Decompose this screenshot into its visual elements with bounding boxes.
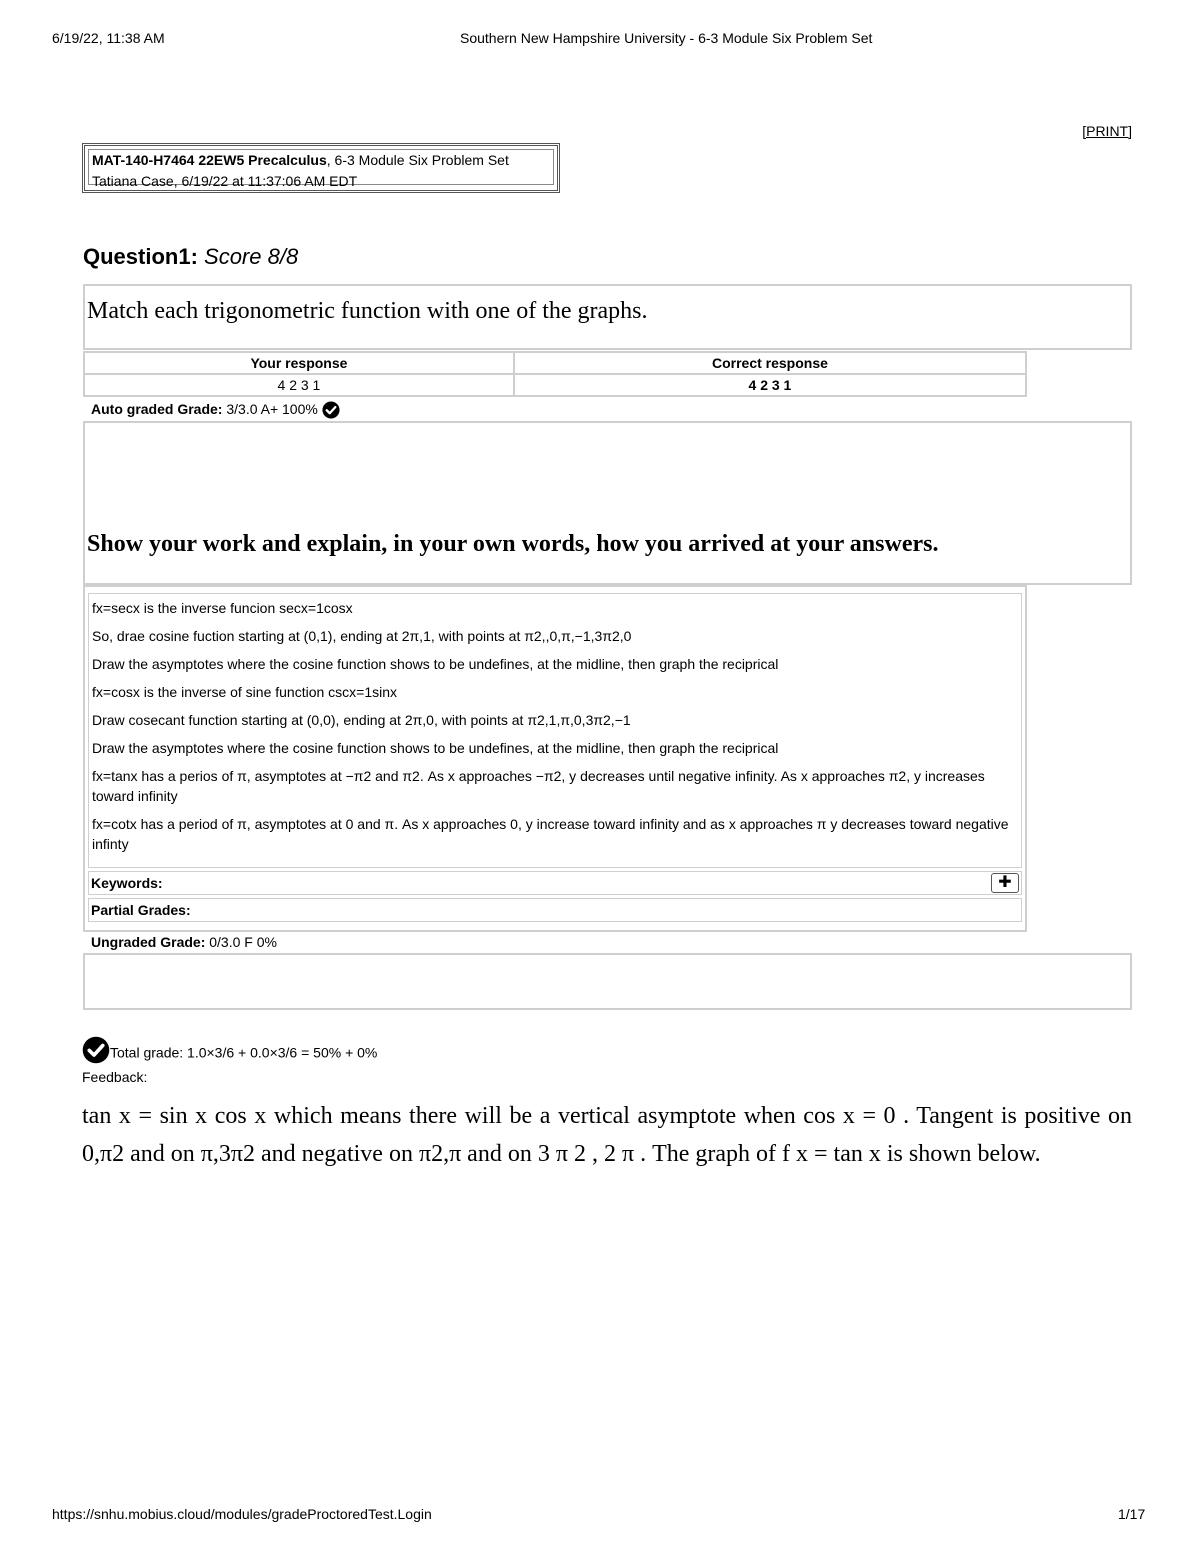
your-response-value: 4 2 3 1: [84, 374, 514, 396]
question-score: Score 8/8: [204, 244, 299, 269]
plus-icon: ✚: [998, 874, 1012, 891]
response-table: [83, 351, 1027, 397]
keywords-row: [88, 871, 1022, 895]
footer-page-number: 1/17: [1118, 1506, 1146, 1522]
check-circle-icon: [82, 1036, 110, 1064]
empty-answer-box: [83, 953, 1132, 1010]
your-response-header: Your response: [84, 352, 514, 374]
work-line: fx=tanx has a perios of π, asymptotes at −π2 and π2. As x approaches −π2, y decreases until negative infinity. As x approaches π2, y increases toward infinity: [92, 768, 985, 804]
keywords-label: Keywords:: [91, 875, 163, 891]
total-grade-line: [82, 1036, 377, 1064]
work-line: fx=cosx is the inverse of sine function cscx=1sinx: [92, 684, 398, 700]
partial-grades-label: Partial Grades:: [91, 902, 191, 918]
course-code: MAT-140-H7464 22EW5 Precalculus: [92, 152, 327, 168]
work-response-text: [88, 593, 1022, 868]
assignment-name: , 6-3 Module Six Problem Set: [326, 152, 509, 168]
work-prompt: Show your work and explain, in your own words, how you arrived at your answers.: [87, 531, 939, 557]
correct-response-header: Correct response: [514, 352, 1026, 374]
footer-url: https://snhu.mobius.cloud/modules/gradeProctoredTest.Login: [52, 1506, 432, 1522]
question-label: Question1:: [83, 244, 205, 269]
work-line: Draw cosecant function starting at (0,0), ending at 2π,0, with points at π2,1,π,0,3π2,−1: [92, 712, 631, 728]
question-title: [83, 244, 298, 270]
ungraded-label: Ungraded Grade:: [91, 934, 206, 950]
ungraded-grade-line: [91, 934, 277, 950]
feedback-label: Feedback:: [82, 1069, 148, 1085]
print-datetime: 6/19/22, 11:38 AM: [52, 30, 165, 46]
auto-grade-value: 3/3.0 A+ 100%: [222, 401, 318, 417]
work-response-panel: [83, 585, 1027, 932]
feedback-body: tan x = sin x cos x which means there will be a vertical asymptote when cos x = 0 . Tangent is positive on 0,π2 and on π,3π2 and negative on π2,π and on 3 π 2 , 2 π . The graph of f x = tan x is shown below.: [82, 1103, 1132, 1167]
auto-grade-line: [91, 401, 340, 419]
work-line: Draw the asymptotes where the cosine function shows to be undefines, at the midline, then graph the reciprical: [92, 656, 779, 672]
question-prompt-box: [83, 284, 1132, 350]
expand-keywords-button[interactable]: [991, 873, 1019, 893]
correct-response-value: 4 2 3 1: [514, 374, 1026, 396]
partial-grades-row: [88, 898, 1022, 922]
print-link[interactable]: [PRINT]: [1082, 123, 1132, 139]
work-prompt-box: [83, 421, 1132, 585]
check-circle-icon: [322, 401, 340, 419]
work-line: fx=cotx has a period of π, asymptotes at 0 and π. As x approaches 0, y increase toward infinity and as x approaches π y decreases toward negative infinty: [92, 816, 1009, 852]
auto-grade-label: Auto graded Grade:: [91, 401, 223, 417]
print-page-title: Southern New Hampshire University - 6-3 Module Six Problem Set: [460, 30, 873, 46]
total-grade: Total grade: 1.0×3/6 + 0.0×3/6 = 50% + 0%: [110, 1044, 378, 1061]
question-prompt: Match each trigonometric function with one of the graphs.: [87, 298, 648, 324]
student-line: Tatiana Case, 6/19/22 at 11:37:06 AM EDT: [92, 173, 358, 189]
work-line: So, drae cosine fuction starting at (0,1), ending at 2π,1, with points at π2,,0,π,−1,3π2,0: [92, 628, 632, 644]
ungraded-value: 0/3.0 F 0%: [205, 934, 277, 950]
work-line: Draw the asymptotes where the cosine function shows to be undefines, at the midline, then graph the reciprical: [92, 740, 779, 756]
course-info-box: [82, 143, 560, 193]
feedback-text: [82, 1097, 1132, 1173]
work-line: fx=secx is the inverse funcion secx=1cosx: [92, 600, 353, 616]
